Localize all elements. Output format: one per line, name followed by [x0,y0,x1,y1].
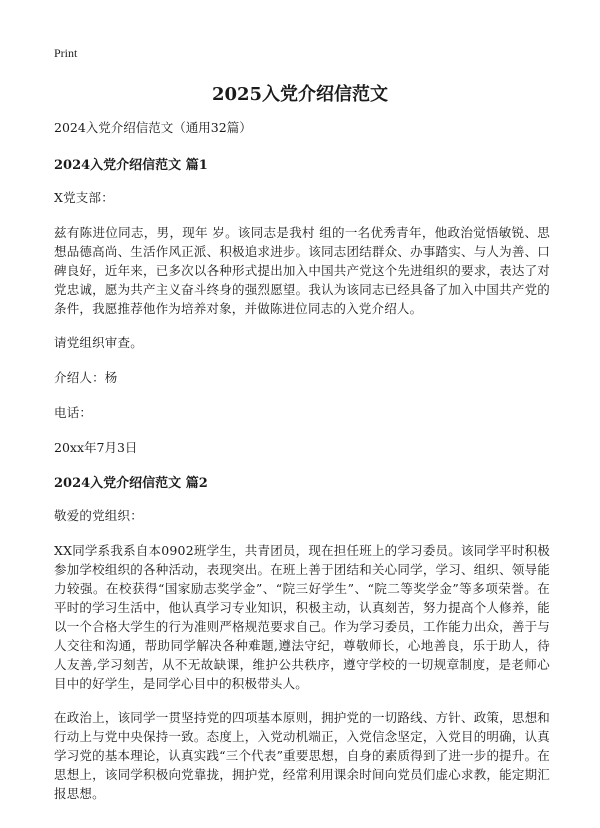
phone-line: 电话： [54,405,93,420]
document-body [54,118,550,818]
letter-body-1: 兹有陈进位同志，男，现年 岁。该同志是我村 组的一名优秀青年，他政治觉悟敏锐、思想品德高尚、生活作风正派、积极追求进步。该同志团结群众、办事踏实、与人为善、口碑良好，近年来，已多次以各种形式提出加入中国共产党这个先进组织的要求，表达了对党忠诚，愿为共产主义奋斗终身的强烈愿望。我认为该同志已经具备了加入中国共产党的条件，我愿推荐他作为培养对象，并做陈进位同志的入党介绍人。 [54,225,550,316]
section-heading-1: 2024入党介绍信范文 篇1 [54,158,208,173]
letter-date: 20xx年7月3日 [54,440,138,455]
letter-greeting-2: 敬爱的党组织： [54,508,143,523]
print-link[interactable]: Print [54,46,78,60]
review-request: 请党组织审查。 [54,335,143,350]
letter-body-2-paragraph-2: 在政治上，该同学一贯坚持党的四项基本原则，拥护党的一切路线、方针、政策，思想和行动上与党中央保持一致。态度上，入党动机端正，入党信念坚定，入党目的明确，认真学习党的基本理论，认真实践“三个代表”重要思想，自身的素质得到了进一步的提升。在思想上，该同学积极向党靠拢，拥护党，经常利用课余时间向党员们虚心求教，能定期汇报思想。 [54,710,550,801]
letter-body-2-paragraph-1: XX同学系我系自本0902班学生，共青团员，现在担任班上的学习委员。该同学平时积极参加学校组织的各种活动，表现突出。在班上善于团结和关心同学，学习、组织、领导能力较强。在校获得“国家励志奖学金”、“院三好学生”、“院二等奖学金”等多项荣誉。在平时的学习生活中，他认真学习专业知识，积极主动，认真刻苦，努力提高个人修养，能以一个合格大学生的行为准则严格规范要求自己。作为学习委员，工作能力出众，善于与人交往和沟通，帮助同学解决各种难题,遵法守纪，尊敬师长，心地善良，乐于助人，待人友善,学习刻苦，从不无故缺课，维护公共秩序，遵守学校的一切规章制度，是老师心目中的好学生，是同学心目中的积极带头人。 [54,543,550,691]
introducer-line: 介绍人：杨 [54,370,118,385]
document-subtitle: 2024入党介绍信范文（通用32篇） [54,120,252,135]
letter-greeting-1: X党支部： [54,190,114,205]
page-title: 2025入党介绍信范文 [211,84,389,105]
section-heading-2: 2024入党介绍信范文 篇2 [54,476,208,491]
